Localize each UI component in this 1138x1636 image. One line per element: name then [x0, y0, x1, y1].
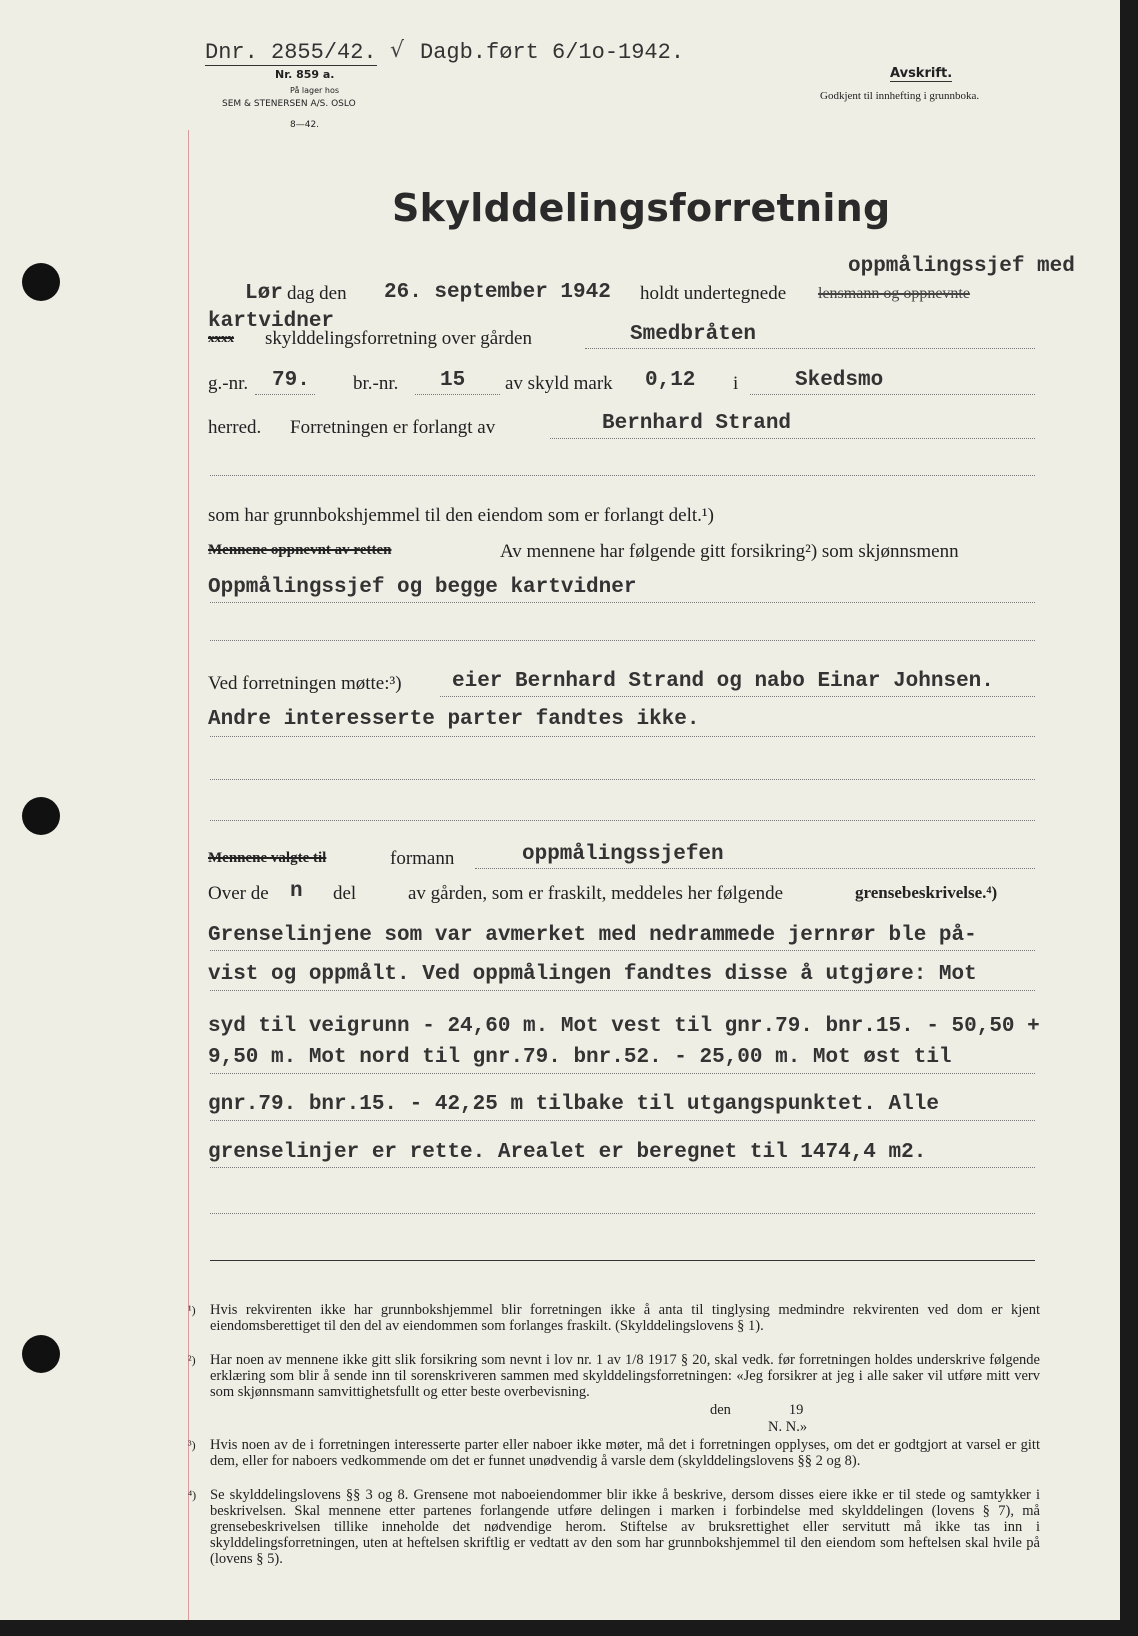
- footnote-3: [188, 1437, 1040, 1469]
- description-line: grenselinjer er rette. Arealet er beregnet til 1474,4 m2.: [208, 1141, 927, 1164]
- fill-line: [210, 1120, 1035, 1121]
- gnr-value: 79.: [272, 369, 310, 392]
- struck-text-valgte: Mennene valgte til: [208, 850, 327, 866]
- fill-line: [255, 394, 315, 395]
- description-line: Grenselinjene som var avmerket med nedrammede jernrør ble på-: [208, 924, 977, 947]
- label-mote: Ved forretningen møtte:³): [208, 673, 402, 694]
- footnote-marker: ³): [188, 1438, 196, 1452]
- journal-number: Dnr. 2855/42.: [205, 40, 377, 65]
- label-i: i: [733, 373, 739, 394]
- fill-line: [550, 438, 1035, 439]
- requester-name: Bernhard Strand: [602, 412, 792, 435]
- approval-note: Godkjent til innhefting i grunnboka.: [820, 90, 980, 102]
- footnote-4: [188, 1487, 1040, 1567]
- forsikring-sentence: Av mennene har følgende gitt forsikring²) som skjønnsmenn: [500, 541, 959, 562]
- footnote-marker: ⁴): [188, 1488, 197, 1502]
- fill-line: [210, 990, 1035, 991]
- fill-line: [210, 475, 1035, 476]
- fill-line: [210, 602, 1035, 603]
- footnote-date-line: den 19: [710, 1402, 804, 1418]
- fill-line: [415, 394, 500, 395]
- inserted-text-oppmalingssjef: oppmålingssjef med: [848, 255, 1075, 278]
- fill-line: [585, 348, 1035, 349]
- weekday: Lør: [245, 282, 283, 305]
- footnote-separator: [210, 1260, 1035, 1261]
- footnote-marker: ¹): [188, 1303, 196, 1317]
- description-line: 9,50 m. Mot nord til gnr.79. bnr.52. - 25,00 m. Mot øst til: [208, 1046, 952, 1069]
- inserted-text-kartvidner: kartvidner: [208, 310, 335, 333]
- document-title: Skylddelingsforretning: [392, 186, 891, 230]
- check-mark: √: [390, 38, 405, 63]
- attendees-line1: eier Bernhard Strand og nabo Einar Johnsen.: [452, 670, 994, 693]
- label-dag-den: dag den: [287, 283, 347, 304]
- label-gnr: g.-nr.: [208, 373, 249, 394]
- form-number: Nr. 859 a.: [275, 68, 335, 81]
- label-herred: herred.: [208, 417, 262, 438]
- fill-line: [210, 1073, 1035, 1074]
- oath-persons: Oppmålingssjef og begge kartvidner: [208, 576, 637, 599]
- label-del: del: [333, 883, 357, 904]
- skyld-value: 0,12: [645, 369, 696, 392]
- footnote-text: Hvis rekvirenten ikke har grunnbokshjemmel blir forretningen ikke å anta til tinglysing medmindre rekvirenten ved dom er kjent eiendomsberettiget til den del av eiendommen som forlanges fraskilt. (Skylddelingslovens § 1).: [210, 1302, 1040, 1334]
- fill-line: [750, 394, 1035, 395]
- printed-date: 8—42.: [290, 120, 320, 130]
- punch-hole: [22, 1335, 60, 1373]
- label-forlangt: Forretningen er forlangt av: [290, 417, 496, 438]
- description-line: syd til veigrunn - 24,60 m. Mot vest til gnr.79. bnr.15. - 50,50 +: [208, 1015, 1040, 1038]
- diary-date: Dagb.ført 6/1o-1942.: [420, 40, 685, 65]
- footnote-1: [188, 1302, 1040, 1334]
- fill-line: [210, 779, 1035, 780]
- struck-text-lensmann: lensmann og oppnevnte: [818, 285, 970, 302]
- struck-text-mennene: Mennene oppnevnt av retten: [208, 542, 392, 558]
- grunnbok-sentence: som har grunnbokshjemmel til den eiendom som er forlangt delt.¹): [208, 505, 714, 526]
- attendees-line2: Andre interesserte parter fandtes ikke.: [208, 708, 700, 731]
- label-holdt: holdt undertegnede: [640, 283, 787, 304]
- publisher-line1: På lager hos: [290, 86, 339, 95]
- description-line: gnr.79. bnr.15. - 42,25 m tilbake til utgangspunktet. Alle: [208, 1093, 939, 1116]
- copy-label: Avskrift.: [890, 66, 953, 81]
- punch-hole: [22, 263, 60, 301]
- fill-line: [210, 950, 1035, 951]
- struck-text-line2: xxxx: [208, 330, 234, 345]
- label-over-de: Over de: [208, 883, 269, 904]
- footnote-marker: ²): [188, 1353, 196, 1367]
- label-brnr: br.-nr.: [353, 373, 399, 394]
- fill-line: [210, 640, 1035, 641]
- margin-rule: [188, 130, 189, 1620]
- footnote-text: Har noen av mennene ikke gitt slik forsikring som nevnt i lov nr. 1 av 1/8 1917 § 20, skal vedk. før forretningen holdes underskrive følgende erklæring som blir å sende inn til sorenskriveren sammen med skylddelingsforretningen: «Jeg forsikrer at jeg i alle saker vil utføre mitt verv som skjønnsmann samvittighetsfullt og etter beste overbevisning.: [210, 1352, 1040, 1400]
- label-formann: formann: [390, 848, 455, 869]
- municipality: Skedsmo: [795, 369, 884, 392]
- fill-line: [440, 696, 1035, 697]
- footnote-signature: N. N.»: [768, 1419, 808, 1435]
- fill-line: [210, 736, 1035, 737]
- publisher-line2: SEM & STENERSEN A/S. OSLO: [222, 99, 356, 109]
- label-skylddeling: skylddelingsforretning over gården: [265, 328, 532, 349]
- fill-line: [210, 820, 1035, 821]
- farm-name: Smedbråten: [630, 323, 757, 346]
- footnote-text: Hvis noen av de i forretningen interesserte parter eller naboer ikke møter, må det i forretningen opplyses, om det er godtgjort at varsel er gitt dem, eller for naboers vedkommende om det er funnet unødvendig å varsle dem (skylddelingslovens §§ 2 og 8).: [210, 1437, 1040, 1469]
- chairman: oppmålingssjefen: [522, 843, 724, 866]
- label-grensebeskrivelse: grensebeskrivelse.⁴): [855, 883, 998, 902]
- footnote-2: [188, 1352, 1040, 1400]
- label-skyld: av skyld mark: [505, 373, 613, 394]
- fill-line: [475, 868, 1035, 869]
- typed-n: n: [290, 880, 303, 903]
- description-line: vist og oppmålt. Ved oppmålingen fandtes disse å utgjøre: Mot: [208, 963, 977, 986]
- fill-line: [210, 1167, 1035, 1168]
- fill-line: [210, 1213, 1035, 1214]
- footnote-text: Se skylddelingslovens §§ 3 og 8. Grensene mot naboeiendommer blir ikke å beskrive, dersom disses eiere ikke er til stede og samtykker i beskrivelsen. Skal mennene etter partenes forlangende utføre delingen i marken i forbindelse med skylddelingen (lovens § 7), må grensebeskrivelsen tillike inneholde det nødvendige herom. Stiftelse av bruksrettighet eller servitutt må ikke tas inn i skylddelingsforretningen, uten at heftelsen skriftlig er vedtatt av den som har grunnbokshjemmel til den eiendom som heftelsen skal hvile på (lovens § 5).: [210, 1487, 1040, 1567]
- brnr-value: 15: [440, 369, 466, 392]
- business-date: 26. september 1942: [384, 281, 611, 304]
- punch-hole: [22, 797, 60, 835]
- label-fraskilt: av gården, som er fraskilt, meddeles her følgende: [408, 883, 784, 904]
